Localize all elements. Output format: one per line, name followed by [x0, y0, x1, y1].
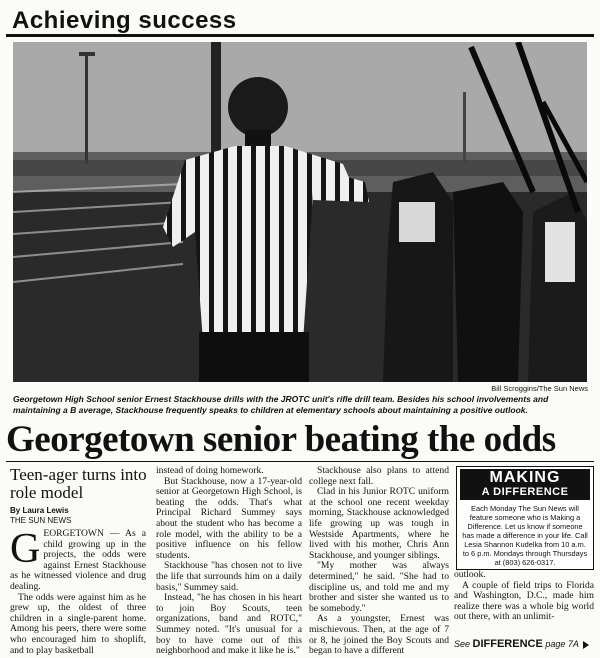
- news-photo: [13, 42, 587, 382]
- headline-rule: [6, 461, 594, 462]
- byline-outlet: THE SUN NEWS: [10, 516, 72, 525]
- box-text: Each Monday The Sun News will feature someone who is Making a Difference. Let us know if someone has made a difference in your life. Call Lesia Shannon Kudelka from 10 a.m. to 6 p.m. Mondays through Thursdays at (803) 626-0317.: [462, 504, 588, 567]
- jump-page: page 7A: [545, 639, 579, 649]
- article-paragraph: instead of doing homework.: [156, 465, 264, 476]
- box-title-line-1: MAKING: [489, 469, 561, 486]
- article-paragraph: The odds were against him as he grew up, the oldest of three children in a single-parent home. Among his peers, there were some who encouraged him to shoplift, and to play basketball: [10, 591, 146, 656]
- article-paragraph: Instead, "he has chosen in his heart to join Boy Scouts, teen organizations, band and ROTC," Summey noted. "It's unusual for a boy to have come out of this neighborhood and make it like he is.": [156, 592, 302, 657]
- jump-reference: [454, 638, 594, 650]
- byline: [10, 506, 71, 526]
- article-paragraph: Stackhouse "has chosen not to live the life that surrounds him on a daily basis," Summey said.: [156, 560, 302, 593]
- jump-see: See: [454, 639, 471, 649]
- article-paragraph: outlook.: [454, 569, 486, 580]
- article-paragraph: Clad in his Junior ROTC uniform at the school one recent weekday morning, Stackhouse acknowledged life growing up was tough in Westside Apartments, where he lived with his mother, Chris Ann Stackhouse, and younger siblings.: [309, 486, 449, 561]
- box-title-line-2: A DIFFERENCE: [481, 486, 569, 498]
- article-column-3: [309, 466, 449, 657]
- article-paragraph: "My mother was always determined," he said. "She had to discipline us, and told me and my brother and sister she wanted us to be somebody.": [309, 560, 449, 614]
- box-title: [460, 469, 590, 500]
- subheadline: Teen-ager turns into role model: [10, 465, 147, 502]
- photo-illustration: [13, 42, 587, 382]
- article-column-4: [454, 570, 594, 623]
- section-header: [6, 4, 594, 37]
- section-title: Achieving success: [12, 7, 237, 34]
- article-paragraph: But Stackhouse, now a 17-year-old senior at Georgetown High School, is beating the odds. That's what Principal Richard Summey says about the student who has become a role model, with the ability to be a positive influence on his fellow students.: [156, 475, 302, 561]
- making-a-difference-box: [456, 466, 594, 570]
- photo-caption: Georgetown High School senior Ernest Stackhouse drills with the JROTC unit's rifle drill team. Besides his school involvements and maintaining a B average, Stackhouse frequently speaks to children at elementary schools about maintaining a positive outlook.: [13, 394, 549, 415]
- article-paragraph: EORGETOWN — As a child growing up in the projects, the odds were against Ernest Stackhouse as he witnessed violence and drug dealing.: [10, 528, 146, 592]
- headline: Georgetown senior beating the odds: [6, 419, 556, 460]
- article-paragraph: Stackhouse also plans to attend college next fall.: [309, 465, 449, 487]
- arrow-right-icon: [583, 641, 589, 649]
- article-column-1: [10, 526, 146, 656]
- byline-author: By Laura Lewis: [10, 506, 69, 515]
- jump-keyword: DIFFERENCE: [472, 638, 543, 650]
- article-paragraph: A couple of field trips to Florida and Washington, D.C., made him realize there was a whole big world out there, with an unlimit-: [454, 579, 594, 623]
- article-paragraph: As a youngster, Ernest was mischievous. Then, at the age of 7 or 8, he joined the Boy Scouts and began to have a different: [309, 613, 449, 657]
- photo-credit: Bill Scroggins/The Sun News: [491, 384, 588, 393]
- drop-cap: G: [10, 526, 41, 572]
- article-column-2: [156, 466, 302, 657]
